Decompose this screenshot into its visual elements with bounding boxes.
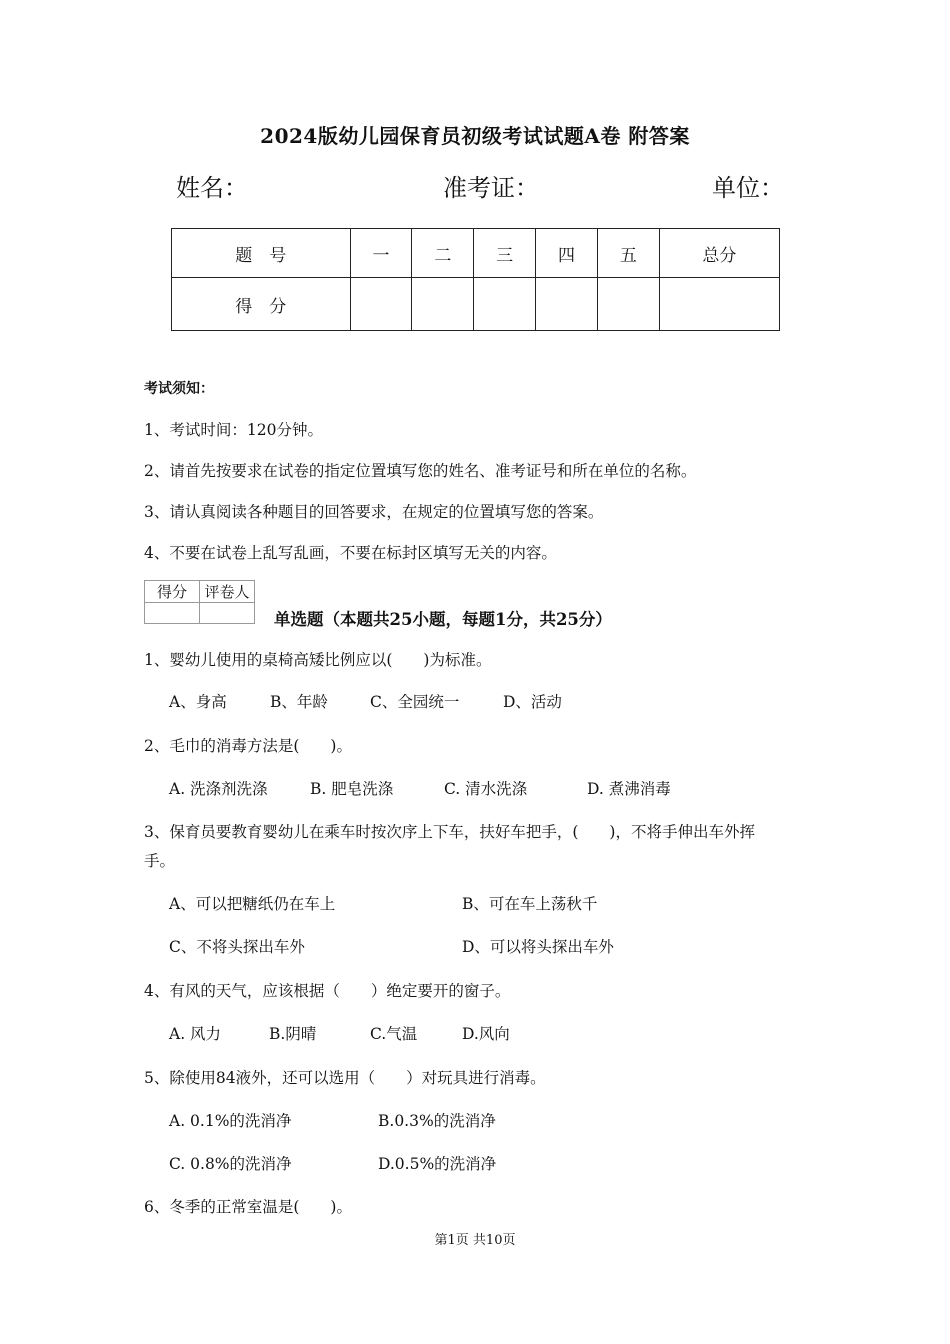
score-cell-5 [597,278,659,331]
question-1-option-d: D、活动 [503,693,562,711]
question-1-stem: 1、婴幼儿使用的桌椅高矮比例应以( )为标准。 [144,651,492,669]
page-title: 2024版幼儿园保育员初级考试试题A卷 附答案 [260,124,690,148]
score-table [171,228,780,331]
section-title: 单选题（本题共25小题，每题1分，共25分） [274,610,612,629]
question-4-option-b: B.阴晴 [269,1025,317,1043]
score-cell-3 [474,278,536,331]
question-1-option-c: C、全园统一 [370,693,460,711]
grader-reviewer-cell [200,603,255,624]
score-header-5: 五 [597,229,659,278]
score-table-score-row [172,278,780,331]
question-1-option-b: B、年龄 [270,693,328,711]
question-5-option-b: B.0.3%的洗消净 [378,1112,496,1130]
score-cell-total [659,278,779,331]
question-3-stem: 3、保育员要教育婴幼儿在乘车时按次序上下车，扶好车把手，( )，不将手伸出车外挥 [144,823,755,841]
question-3-option-a: A、可以把糖纸仍在车上 [169,895,336,913]
question-2-option-c: C. 清水洗涤 [444,780,528,798]
question-3-stem-continued: 手。 [144,852,176,870]
score-cell-4 [536,278,598,331]
score-header-1: 一 [350,229,412,278]
question-4-option-d: D.风向 [462,1025,510,1043]
grader-box [144,580,255,624]
notice-item: 2、请首先按要求在试卷的指定位置填写您的姓名、准考证号和所在单位的名称。 [144,462,697,480]
score-header-total: 总分 [659,229,779,278]
notice-item: 1、考试时间：120分钟。 [144,421,323,439]
question-2-stem: 2、毛巾的消毒方法是( )。 [144,737,352,755]
score-header-2: 二 [412,229,474,278]
exam-number-field-label: 准考证： [443,174,539,202]
notice-heading: 考试须知： [144,381,214,397]
question-2-option-b: B. 肥皂洗涤 [310,780,394,798]
unit-field-label: 单位： [712,174,784,202]
score-cell-2 [412,278,474,331]
score-header-4: 四 [536,229,598,278]
page-footer: 第1页 共10页 [434,1233,516,1248]
question-6-stem: 6、冬季的正常室温是( )。 [144,1198,352,1216]
question-1-option-a: A、身高 [169,693,227,711]
grader-score-label: 得分 [145,581,200,603]
question-5-option-d: D.0.5%的洗消净 [378,1155,497,1173]
name-field-label: 姓名： [176,174,248,202]
grader-score-cell [145,603,200,624]
question-4-option-a: A. 风力 [169,1025,222,1043]
score-cell-1 [350,278,412,331]
score-header-3: 三 [474,229,536,278]
question-4-stem: 4、有风的天气，应该根据（ ）绝定要开的窗子。 [144,982,511,1000]
score-header-label: 题 号 [172,229,351,278]
question-3-option-d: D、可以将头探出车外 [462,938,614,956]
question-4-option-c: C.气温 [370,1025,418,1043]
question-3-option-b: B、可在车上荡秋千 [462,895,598,913]
notice-item: 4、不要在试卷上乱写乱画，不要在标封区填写无关的内容。 [144,544,557,562]
question-5-option-a: A. 0.1%的洗消净 [169,1112,292,1130]
grader-reviewer-label: 评卷人 [200,581,255,603]
score-row-label: 得 分 [172,278,351,331]
notice-item: 3、请认真阅读各种题目的回答要求，在规定的位置填写您的答案。 [144,503,604,521]
score-table-header-row [172,229,780,278]
question-5-stem: 5、除使用84液外，还可以选用（ ）对玩具进行消毒。 [144,1069,546,1087]
question-5-option-c: C. 0.8%的洗消净 [169,1155,292,1173]
question-3-option-c: C、不将头探出车外 [169,938,305,956]
question-2-option-d: D. 煮沸消毒 [587,780,671,798]
question-2-option-a: A. 洗涤剂洗涤 [169,780,268,798]
